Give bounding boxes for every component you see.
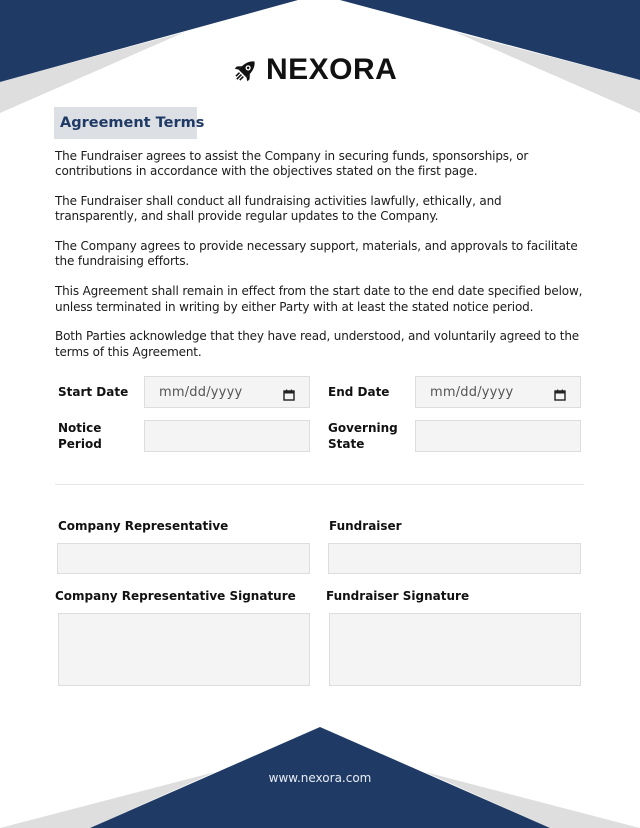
brand-name: NEXORA xyxy=(266,53,398,86)
section-divider xyxy=(55,484,584,485)
term-paragraph: The Fundraiser agrees to assist the Company in securing funds, sponsorships, or contributions in accordance with the objectives stated on the first page. xyxy=(55,149,529,179)
start-date-label: Start Date xyxy=(58,385,129,399)
footer-website-url: www.nexora.com xyxy=(268,771,372,785)
company-representative-signature-label: Company Representative Signature xyxy=(55,589,296,603)
governing-state-input[interactable] xyxy=(415,420,581,452)
fundraiser-label: Fundraiser xyxy=(329,519,402,533)
fundraiser-input[interactable] xyxy=(328,543,581,574)
fundraiser-signature-label: Fundraiser Signature xyxy=(326,589,470,603)
term-paragraph: The Company agrees to provide necessary support, materials, and approvals to facilitate the fundraising efforts. xyxy=(55,239,578,269)
calendar-icon[interactable] xyxy=(283,386,295,398)
fundraiser-signature-pad[interactable] xyxy=(329,613,581,686)
term-paragraph: The Fundraiser shall conduct all fundraising activities lawfully, ethically, and transparently, and shall provide regular updates to the Company. xyxy=(55,194,502,224)
notice-period-label-line1: Notice xyxy=(58,421,102,435)
company-representative-signature-pad[interactable] xyxy=(58,613,310,686)
notice-period-label xyxy=(58,420,102,452)
end-date-placeholder: mm/dd/yyyy xyxy=(430,384,514,400)
company-representative-input[interactable] xyxy=(57,543,310,574)
term-paragraph: This Agreement shall remain in effect from the start date to the end date specified below, unless terminated in writing by either Party with at least the stated notice period. xyxy=(55,284,583,314)
end-date-label: End Date xyxy=(328,385,390,399)
calendar-icon[interactable] xyxy=(554,386,566,398)
start-date-input[interactable] xyxy=(144,376,310,408)
company-representative-label: Company Representative xyxy=(58,519,229,533)
governing-state-label xyxy=(328,420,398,452)
term-paragraph: Both Parties acknowledge that they have read, understood, and voluntarily agreed to the terms of this Agreement. xyxy=(55,329,580,359)
start-date-placeholder: mm/dd/yyyy xyxy=(159,384,243,400)
notice-period-input[interactable] xyxy=(144,420,310,452)
end-date-input[interactable] xyxy=(415,376,581,408)
agreement-terms-text xyxy=(55,149,585,374)
brand-logo xyxy=(232,53,397,87)
notice-period-label-line2: Period xyxy=(58,437,102,451)
governing-state-label-line2: State xyxy=(328,437,365,451)
section-title: Agreement Terms xyxy=(54,107,197,139)
governing-state-label-line1: Governing xyxy=(328,421,398,435)
rocket-icon xyxy=(232,56,260,84)
